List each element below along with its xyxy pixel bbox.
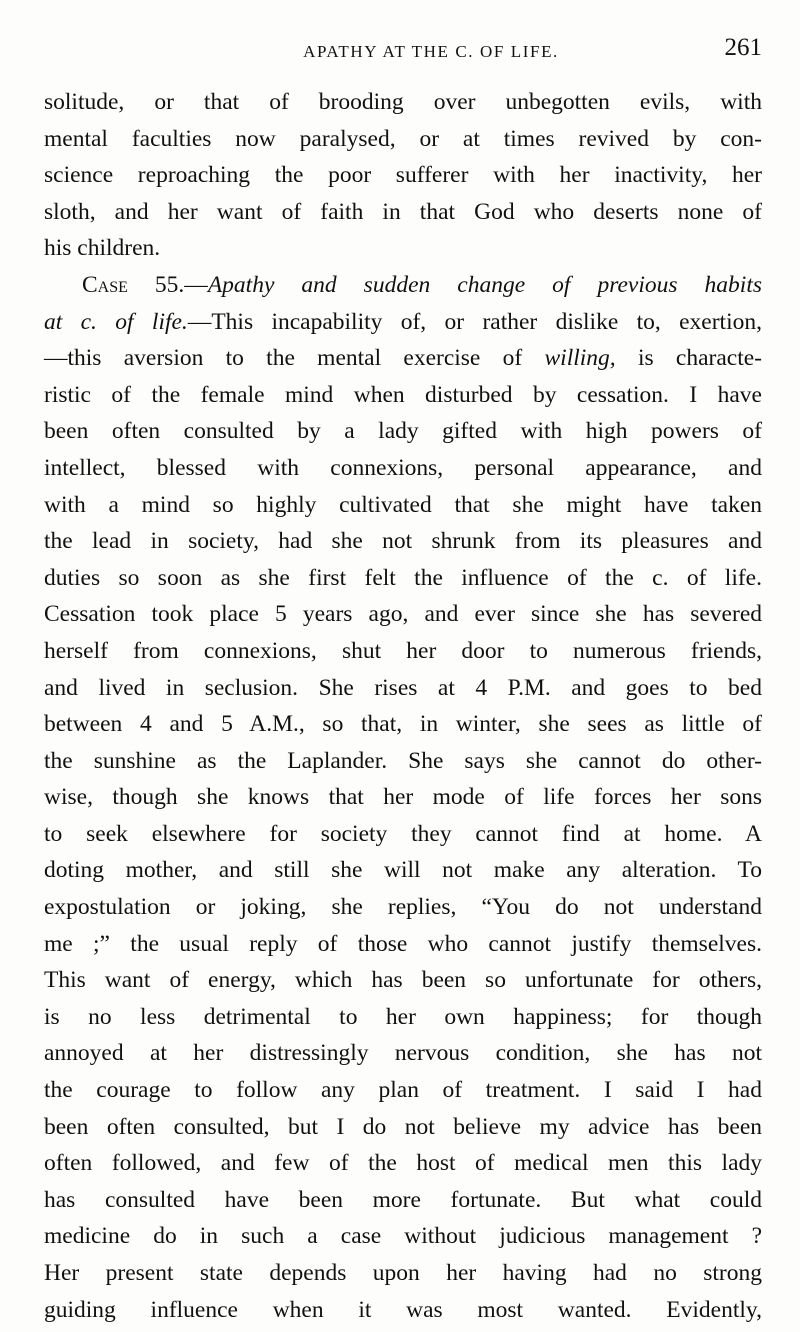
running-head: APATHY AT THE C. OF LIFE.	[303, 42, 559, 61]
case-title: Apathy and sudden change of previous habits	[207, 271, 763, 298]
text-span: —This incapability of, or rather dislike to, exertion,	[187, 308, 762, 335]
page-number: 261	[724, 34, 762, 61]
text-line: is no less detrimental to her own happiness; for though	[44, 1003, 762, 1030]
text-line: ristic of the female mind when disturbed by cessation. I have	[44, 381, 762, 408]
text-line: been often consulted by a lady gifted with high powers of	[44, 418, 762, 445]
text-line: Cessation took place 5 years ago, and ever since she has severed	[44, 601, 762, 628]
emphasis-word: willing,	[544, 345, 616, 372]
text-line: herself from connexions, shut her door to numerous friends,	[44, 637, 762, 664]
text-line: science reproaching the poor sufferer with her inactivity, her	[44, 162, 762, 189]
text-line	[44, 304, 762, 341]
text-line: Her present state depends upon her having had no strong	[44, 1260, 762, 1286]
text-line: expostulation or joking, she replies, “You do not understand	[44, 894, 762, 921]
text-line: the courage to follow any plan of treatment. I said I had	[44, 1077, 762, 1104]
text-span: —this aversion to the mental exercise of	[44, 345, 545, 372]
text-line: with a mind so highly cultivated that she might have taken	[44, 491, 762, 518]
case-label: Case 55.—	[82, 271, 208, 298]
text-line: duties so soon as she first felt the influence of the c. of life.	[44, 564, 762, 591]
text-line: between 4 and 5 A.M., so that, in winter, she sees as little of	[44, 711, 762, 738]
text-line: wise, though she knows that her mode of life forces her sons	[44, 784, 762, 811]
text-line: guiding influence when it was most wanted. Evidently,	[44, 1296, 762, 1323]
page-header	[44, 34, 762, 70]
text-line: me ;” the usual reply of those who cannot justify themselves.	[44, 930, 762, 957]
text-line: solitude, or that of brooding over unbegotten evils, with	[44, 89, 762, 115]
text-span: is characte-	[615, 345, 762, 372]
text-line: medicine do in such a case without judicious management ?	[44, 1223, 762, 1250]
text-line: has consulted have been more fortunate. But what could	[44, 1186, 762, 1213]
text-line	[44, 340, 762, 377]
text-line: been often consulted, but I do not believe my advice has been	[44, 1113, 762, 1140]
text-line: intellect, blessed with connexions, personal appearance, and	[44, 454, 762, 481]
text-line: the lead in society, had she not shrunk from its pleasures and	[44, 528, 762, 555]
text-line: doting mother, and still she will not make any alteration. To	[44, 857, 762, 884]
body-text	[44, 84, 762, 1328]
text-line: sloth, and her want of faith in that God who deserts none of	[44, 198, 762, 225]
text-line: This want of energy, which has been so unfortunate for others,	[44, 967, 762, 994]
text-line: the sunshine as the Laplander. She says she cannot do other-	[44, 747, 762, 774]
text-line: and lived in seclusion. She rises at 4 P.M. and goes to bed	[44, 674, 762, 701]
text-line: often followed, and few of the host of medical men this lady	[44, 1150, 762, 1177]
text-line: to seek elsewhere for society they cannot find at home. A	[44, 820, 762, 847]
case-title-continued: at c. of life.	[44, 308, 188, 335]
case-heading-line	[44, 267, 762, 304]
text-line: his children.	[44, 235, 161, 262]
text-line: mental faculties now paralysed, or at times revived by con-	[44, 125, 762, 152]
text-line: annoyed at her distressingly nervous condition, she has not	[44, 1040, 762, 1067]
